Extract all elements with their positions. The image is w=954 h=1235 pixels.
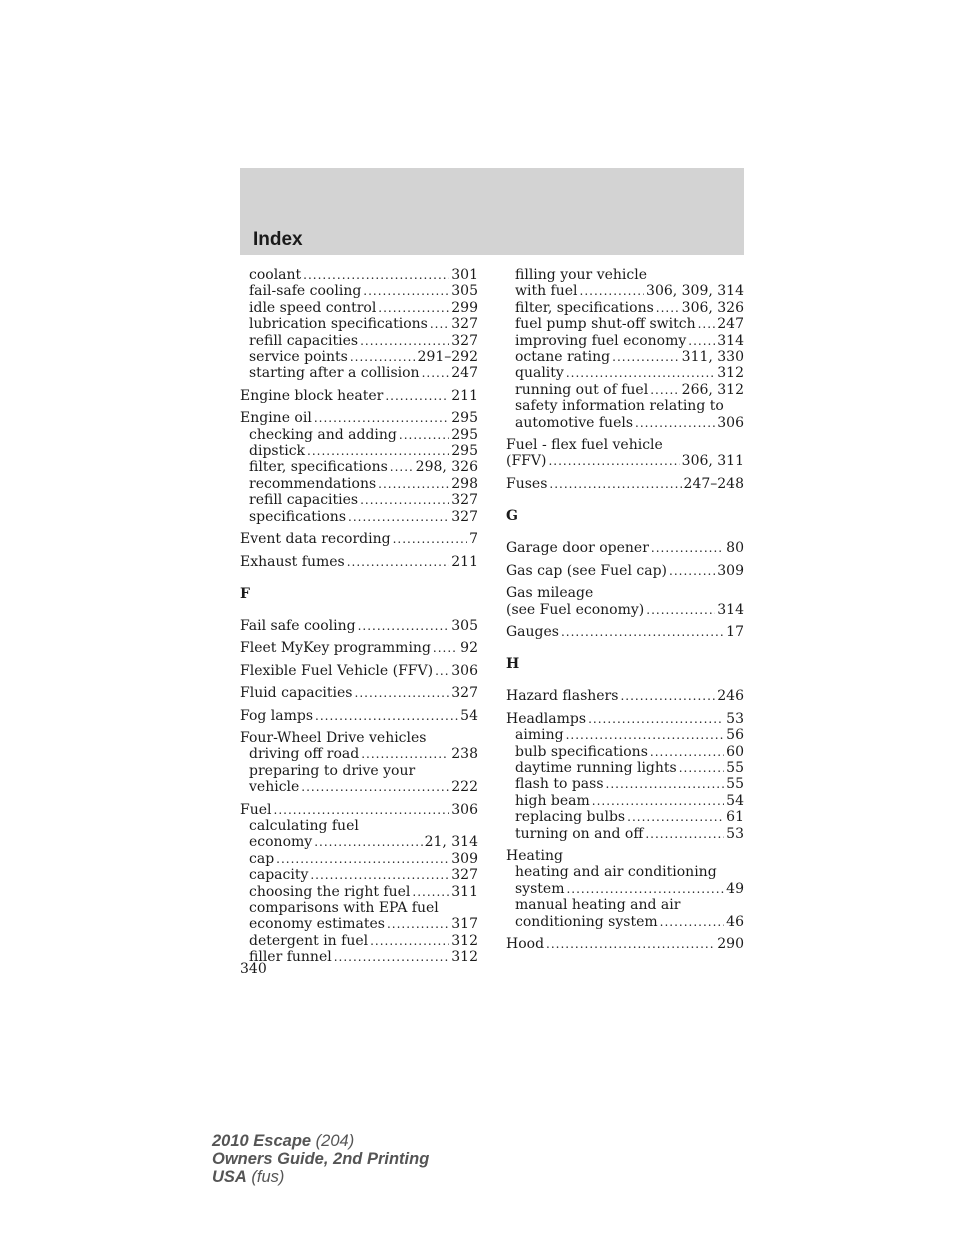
footer bbox=[212, 1132, 429, 1186]
dot-leader bbox=[350, 349, 416, 365]
entry-term: recommendations bbox=[249, 475, 377, 492]
entry-term: Heating bbox=[506, 847, 563, 864]
entry-term: (FFV) bbox=[506, 453, 547, 470]
dot-leader bbox=[370, 933, 449, 949]
entry-page-ref: 211 bbox=[451, 387, 478, 404]
index-subentry bbox=[506, 881, 744, 897]
dot-leader bbox=[561, 624, 724, 640]
dot-leader bbox=[580, 283, 645, 299]
dot-leader bbox=[348, 509, 449, 525]
dot-leader bbox=[378, 300, 449, 316]
entry-page-ref: 295 bbox=[451, 426, 478, 443]
dot-leader bbox=[422, 365, 450, 381]
dot-leader bbox=[355, 685, 450, 701]
dot-leader bbox=[310, 867, 449, 883]
entry-term: Gas cap (see Fuel cap) bbox=[506, 562, 667, 579]
entry-page-ref: 53 bbox=[726, 825, 744, 842]
entry-term: refill capacities bbox=[249, 332, 359, 349]
index-subentry bbox=[240, 884, 478, 900]
index-subentry bbox=[240, 333, 478, 349]
dot-leader bbox=[588, 711, 724, 727]
dot-leader bbox=[307, 443, 449, 459]
entry-term: detergent in fuel bbox=[249, 932, 369, 949]
entry-term: Fog lamps bbox=[240, 707, 314, 724]
entry-term: Flexible Fuel Vehicle (FFV) bbox=[240, 662, 434, 679]
entry-page-ref: 312 bbox=[451, 932, 478, 949]
index-subentry bbox=[240, 365, 478, 381]
entry-term: capacity bbox=[249, 867, 309, 884]
section-letter: H bbox=[506, 656, 520, 673]
dot-leader bbox=[274, 802, 450, 818]
index-subentry bbox=[240, 779, 478, 795]
dot-leader bbox=[645, 826, 724, 842]
index-subentry bbox=[240, 459, 478, 475]
dot-leader bbox=[650, 744, 724, 760]
dot-leader bbox=[433, 640, 458, 656]
index-entry bbox=[240, 802, 478, 818]
index-subentry bbox=[506, 914, 744, 930]
dot-leader bbox=[363, 283, 449, 299]
dot-leader bbox=[435, 663, 449, 679]
index-subentry bbox=[240, 834, 478, 850]
entry-page-ref: 314 bbox=[717, 332, 744, 349]
entry-term: choosing the right fuel bbox=[249, 883, 411, 900]
index-subentry bbox=[240, 900, 478, 916]
index-subentry bbox=[240, 818, 478, 834]
entry-term: system bbox=[515, 880, 565, 897]
dot-leader bbox=[679, 760, 724, 776]
dot-leader bbox=[646, 602, 715, 618]
entry-page-ref: 80 bbox=[726, 540, 744, 557]
dot-leader bbox=[378, 476, 449, 492]
footer-model-code: (204) bbox=[311, 1132, 355, 1150]
entry-term: Fluid capacities bbox=[240, 685, 353, 702]
entry-page-ref: 309 bbox=[717, 562, 744, 579]
entry-term: Garage door opener bbox=[506, 540, 649, 557]
entry-page-ref: 53 bbox=[726, 710, 744, 727]
dot-leader bbox=[393, 531, 467, 547]
entry-page-ref: 327 bbox=[451, 316, 478, 333]
index-subentry bbox=[240, 851, 478, 867]
dot-leader bbox=[301, 779, 449, 795]
entry-term: Gauges bbox=[506, 623, 559, 640]
index-subentry bbox=[506, 316, 744, 332]
entry-page-ref: 295 bbox=[451, 410, 478, 427]
entry-page-ref: 17 bbox=[726, 623, 744, 640]
entry-term: service points bbox=[249, 349, 348, 366]
dot-leader bbox=[566, 365, 715, 381]
dot-leader bbox=[549, 476, 681, 492]
index-entry bbox=[506, 453, 744, 469]
index-subentry bbox=[506, 283, 744, 299]
dot-leader bbox=[620, 688, 715, 704]
dot-leader bbox=[360, 333, 449, 349]
entry-page-ref: 312 bbox=[451, 949, 478, 966]
dot-leader bbox=[276, 851, 449, 867]
entry-page-ref: 92 bbox=[460, 640, 478, 657]
entry-term: cap bbox=[249, 850, 275, 867]
entry-term: turning on and off bbox=[515, 825, 644, 842]
index-entry bbox=[240, 410, 478, 426]
entry-page-ref: 266, 312 bbox=[681, 381, 744, 398]
entry-term: Four-Wheel Drive vehicles bbox=[240, 729, 427, 746]
footer-line-1 bbox=[212, 1132, 429, 1150]
entry-term: heating and air conditioning bbox=[515, 864, 717, 881]
index-entry bbox=[506, 476, 744, 492]
entry-term: dipstick bbox=[249, 443, 306, 460]
entry-page-ref: 46 bbox=[726, 913, 744, 930]
entry-page-ref: 60 bbox=[726, 743, 744, 760]
entry-page-ref: 238 bbox=[451, 746, 478, 763]
entry-term: fail-safe cooling bbox=[249, 283, 362, 300]
entry-page-ref: 61 bbox=[726, 809, 744, 826]
entry-term: economy bbox=[249, 834, 313, 851]
entry-page-ref: 299 bbox=[451, 299, 478, 316]
index-subentry bbox=[506, 864, 744, 880]
entry-term: automotive fuels bbox=[515, 414, 634, 431]
index-subentry bbox=[506, 826, 744, 842]
entry-term: Hazard flashers bbox=[506, 688, 619, 705]
dot-leader bbox=[360, 492, 449, 508]
index-subentry bbox=[240, 509, 478, 525]
entry-page-ref: 311, 330 bbox=[681, 349, 744, 366]
entry-term: coolant bbox=[249, 267, 302, 283]
dot-leader bbox=[546, 936, 715, 952]
dot-leader bbox=[347, 554, 450, 570]
entry-page-ref: 55 bbox=[726, 759, 744, 776]
dot-leader bbox=[635, 415, 715, 431]
dot-leader bbox=[385, 388, 449, 404]
dot-leader bbox=[548, 453, 679, 469]
dot-leader bbox=[627, 809, 724, 825]
index-subentry bbox=[506, 398, 744, 414]
index-subentry bbox=[506, 333, 744, 349]
entry-page-ref: 306 bbox=[451, 662, 478, 679]
entry-term: preparing to drive your bbox=[249, 762, 416, 779]
entry-term: lubrication specifications bbox=[249, 316, 428, 333]
index-subentry bbox=[506, 760, 744, 776]
entry-term: filler funnel bbox=[249, 949, 332, 966]
entry-term: economy estimates bbox=[249, 916, 385, 933]
index-entry bbox=[240, 685, 478, 701]
entry-page-ref: 327 bbox=[451, 685, 478, 702]
entry-page-ref: 211 bbox=[451, 553, 478, 570]
entry-term: vehicle bbox=[249, 779, 300, 796]
index-entry bbox=[506, 848, 744, 864]
dot-leader bbox=[592, 793, 724, 809]
entry-page-ref: 306, 326 bbox=[681, 299, 744, 316]
entry-page-ref: 301 bbox=[451, 267, 478, 283]
index-subentry bbox=[240, 316, 478, 332]
dot-leader bbox=[412, 884, 449, 900]
entry-term: (see Fuel economy) bbox=[506, 601, 645, 618]
entry-page-ref: 309 bbox=[451, 850, 478, 867]
index-subentry bbox=[240, 300, 478, 316]
entry-page-ref: 305 bbox=[451, 283, 478, 300]
index-entry bbox=[506, 624, 744, 640]
entry-page-ref: 298, 326 bbox=[415, 459, 478, 476]
entry-page-ref: 311 bbox=[451, 883, 478, 900]
entry-term: safety information relating to bbox=[515, 398, 724, 415]
entry-term: Fleet MyKey programming bbox=[240, 640, 431, 657]
entry-term: specifications bbox=[249, 508, 347, 525]
entry-term: improving fuel economy bbox=[515, 332, 687, 349]
index-subentry bbox=[240, 492, 478, 508]
index-subentry bbox=[506, 793, 744, 809]
entry-page-ref: 56 bbox=[726, 727, 744, 744]
entry-term: Event data recording bbox=[240, 531, 391, 548]
entry-page-ref: 312 bbox=[717, 365, 744, 382]
dot-leader bbox=[387, 916, 449, 932]
entry-page-ref: 54 bbox=[726, 792, 744, 809]
dot-leader bbox=[566, 727, 725, 743]
dot-leader bbox=[651, 540, 724, 556]
dot-leader bbox=[390, 459, 414, 475]
index-subentry bbox=[506, 415, 744, 431]
footer-line-3 bbox=[212, 1168, 429, 1186]
index-entry bbox=[240, 388, 478, 404]
dot-leader bbox=[566, 881, 724, 897]
entry-term: Engine block heater bbox=[240, 387, 384, 404]
dot-leader bbox=[650, 382, 679, 398]
entry-term: Fuel - flex fuel vehicle bbox=[506, 437, 663, 454]
entry-page-ref: 247–248 bbox=[683, 475, 744, 492]
entry-page-ref: 295 bbox=[451, 443, 478, 460]
index-subentry bbox=[506, 776, 744, 792]
index-entry bbox=[240, 531, 478, 547]
index-subentry bbox=[240, 283, 478, 299]
dot-leader bbox=[314, 834, 422, 850]
index-subentry bbox=[240, 746, 478, 762]
index-subentry bbox=[506, 300, 744, 316]
index-entry bbox=[506, 437, 744, 453]
index-subentry bbox=[506, 365, 744, 381]
dot-leader bbox=[315, 708, 458, 724]
entry-page-ref: 49 bbox=[726, 880, 744, 897]
entry-page-ref: 327 bbox=[451, 508, 478, 525]
entry-term: idle speed control bbox=[249, 299, 377, 316]
entry-page-ref: 306, 311 bbox=[681, 453, 744, 470]
entry-term: Fuel bbox=[240, 801, 272, 818]
index-subentry bbox=[240, 349, 478, 365]
entry-term: Fuses bbox=[506, 475, 548, 492]
index-subentry bbox=[240, 267, 478, 283]
index-entry bbox=[240, 708, 478, 724]
entry-term: octane rating bbox=[515, 349, 611, 366]
entry-page-ref: 327 bbox=[451, 492, 478, 509]
entry-page-ref: 7 bbox=[469, 531, 478, 548]
dot-leader bbox=[688, 333, 715, 349]
entry-term: comparisons with EPA fuel bbox=[249, 900, 439, 916]
dot-leader bbox=[669, 563, 715, 579]
index-subentry bbox=[240, 443, 478, 459]
entry-term: quality bbox=[515, 365, 564, 382]
index-subentry bbox=[240, 949, 478, 965]
entry-term: calculating fuel bbox=[249, 817, 359, 834]
entry-page-ref: 291–292 bbox=[417, 349, 478, 366]
entry-term: manual heating and air bbox=[515, 897, 681, 914]
index-column-left bbox=[240, 267, 478, 966]
dot-leader bbox=[612, 349, 680, 365]
index-subentry bbox=[240, 427, 478, 443]
index-column-right bbox=[506, 267, 744, 952]
dot-leader bbox=[606, 776, 725, 792]
dot-leader bbox=[698, 316, 716, 332]
index-subentry bbox=[240, 933, 478, 949]
index-entry bbox=[240, 640, 478, 656]
dot-leader bbox=[358, 618, 450, 634]
entry-term: refill capacities bbox=[249, 492, 359, 509]
entry-term: flash to pass bbox=[515, 776, 604, 793]
dot-leader bbox=[430, 316, 449, 332]
entry-page-ref: 314 bbox=[717, 601, 744, 618]
index-entry bbox=[506, 602, 744, 618]
index-entry bbox=[506, 563, 744, 579]
index-subentry bbox=[506, 744, 744, 760]
entry-term: high beam bbox=[515, 792, 590, 809]
index-entry bbox=[506, 688, 744, 704]
dot-leader bbox=[399, 427, 449, 443]
entry-page-ref: 246 bbox=[717, 688, 744, 705]
entry-term: bulb specifications bbox=[515, 743, 648, 760]
index-subentry bbox=[240, 476, 478, 492]
entry-term: starting after a collision bbox=[249, 365, 420, 382]
entry-page-ref: 298 bbox=[451, 475, 478, 492]
entry-page-ref: 247 bbox=[717, 316, 744, 333]
entry-term: filter, specifications bbox=[515, 299, 654, 316]
dot-leader bbox=[334, 949, 450, 965]
page-title: Index bbox=[253, 229, 303, 250]
dot-leader bbox=[314, 410, 449, 426]
dot-leader bbox=[303, 267, 449, 283]
index-entry bbox=[506, 711, 744, 727]
index-subentry bbox=[240, 763, 478, 779]
entry-term: filter, specifications bbox=[249, 459, 388, 476]
entry-term: filling your vehicle bbox=[515, 267, 647, 283]
entry-page-ref: 327 bbox=[451, 332, 478, 349]
entry-term: aiming bbox=[515, 727, 564, 744]
index-subentry bbox=[506, 809, 744, 825]
entry-page-ref: 305 bbox=[451, 617, 478, 634]
section-letter: G bbox=[506, 508, 518, 525]
entry-term: driving off road bbox=[249, 746, 360, 763]
entry-page-ref: 21, 314 bbox=[424, 834, 478, 851]
entry-page-ref: 306 bbox=[451, 801, 478, 818]
entry-page-ref: 222 bbox=[451, 779, 478, 796]
footer-market-code: (fus) bbox=[246, 1168, 285, 1186]
entry-term: daytime running lights bbox=[515, 759, 677, 776]
entry-page-ref: 317 bbox=[451, 916, 478, 933]
entry-term: fuel pump shut-off switch bbox=[515, 316, 696, 333]
footer-model: 2010 Escape bbox=[212, 1132, 312, 1150]
page-number: 340 bbox=[240, 961, 267, 977]
index-entry bbox=[240, 554, 478, 570]
dot-leader bbox=[656, 300, 680, 316]
index-subentry bbox=[506, 267, 744, 283]
entry-page-ref: 290 bbox=[717, 936, 744, 952]
dot-leader bbox=[361, 746, 449, 762]
entry-term: with fuel bbox=[515, 283, 578, 300]
footer-line-2: Owners Guide, 2nd Printing bbox=[212, 1150, 430, 1168]
index-subentry bbox=[240, 867, 478, 883]
entry-page-ref: 306, 309, 314 bbox=[646, 283, 744, 300]
dot-leader bbox=[660, 914, 725, 930]
entry-term: replacing bulbs bbox=[515, 809, 626, 826]
entry-term: Engine oil bbox=[240, 410, 312, 427]
entry-page-ref: 247 bbox=[451, 365, 478, 382]
entry-term: Fail safe cooling bbox=[240, 617, 356, 634]
index-subentry bbox=[506, 727, 744, 743]
index-entry bbox=[506, 540, 744, 556]
index-entry bbox=[240, 730, 478, 746]
index-subentry bbox=[506, 897, 744, 913]
index-entry bbox=[506, 585, 744, 601]
entry-term: running out of fuel bbox=[515, 381, 649, 398]
entry-term: Headlamps bbox=[506, 710, 587, 727]
index-header-band bbox=[240, 168, 744, 255]
index-entry bbox=[506, 936, 744, 952]
index-entry bbox=[240, 618, 478, 634]
entry-term: Gas mileage bbox=[506, 585, 594, 602]
entry-term: Hood bbox=[506, 936, 545, 952]
index-subentry bbox=[240, 916, 478, 932]
entry-page-ref: 306 bbox=[717, 414, 744, 431]
index-entry bbox=[240, 663, 478, 679]
entry-term: conditioning system bbox=[515, 913, 658, 930]
footer-market: USA bbox=[212, 1168, 247, 1186]
index-subentry bbox=[506, 382, 744, 398]
section-letter: F bbox=[240, 585, 250, 602]
entry-page-ref: 55 bbox=[726, 776, 744, 793]
entry-term: Exhaust fumes bbox=[240, 553, 345, 570]
entry-page-ref: 327 bbox=[451, 867, 478, 884]
index-subentry bbox=[506, 349, 744, 365]
entry-page-ref: 54 bbox=[460, 707, 478, 724]
entry-term: checking and adding bbox=[249, 426, 397, 443]
